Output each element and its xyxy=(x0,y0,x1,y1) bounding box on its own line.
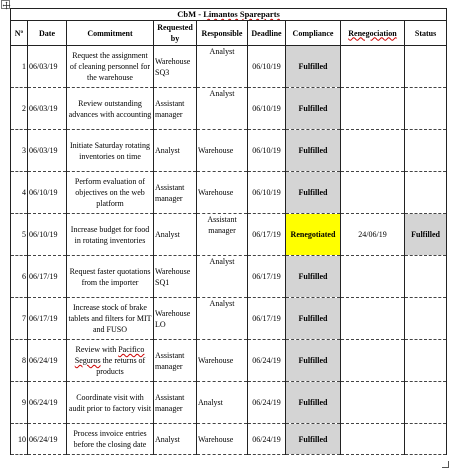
header-requested-by: Requested by xyxy=(154,21,197,46)
cell-commitment[interactable]: Increase stock of brake tablets and filters for MIT and FUSO xyxy=(67,298,154,340)
cell-requested-by[interactable]: Analyst xyxy=(154,214,197,256)
cell-commitment[interactable]: Request the assignment of cleaning personnel for the warehouse xyxy=(67,46,154,88)
cell-renegociation[interactable]: 24/06/19 xyxy=(341,214,405,256)
cell-date[interactable]: 06/24/19 xyxy=(28,382,67,424)
cell-no[interactable]: 7 xyxy=(11,298,28,340)
cell-responsible[interactable]: Analyst xyxy=(197,88,248,130)
header-commitment: Commitment xyxy=(67,21,154,46)
table-resize-handle-icon[interactable] xyxy=(442,461,449,468)
cell-commitment[interactable]: Perform evaluation of objectives on the web platform xyxy=(67,172,154,214)
cell-status[interactable] xyxy=(405,424,447,455)
cell-no[interactable]: 5 xyxy=(11,214,28,256)
cell-commitment[interactable]: Process invoice entries before the closing date xyxy=(67,424,154,455)
cell-status[interactable] xyxy=(405,382,447,424)
table-row xyxy=(11,88,447,130)
cell-compliance[interactable]: Fulfilled xyxy=(286,424,341,455)
table-move-handle-icon[interactable] xyxy=(1,0,10,9)
cell-requested-by[interactable]: Analyst xyxy=(154,130,197,172)
cell-status[interactable] xyxy=(405,46,447,88)
table-row xyxy=(11,130,447,172)
cell-compliance[interactable]: Fulfilled xyxy=(286,298,341,340)
table-row xyxy=(11,298,447,340)
cell-responsible[interactable]: Analyst xyxy=(197,46,248,88)
cell-requested-by[interactable]: Assistant manager xyxy=(154,340,197,382)
header-responsible: Responsible xyxy=(197,21,248,46)
cell-responsible[interactable]: Analyst xyxy=(197,256,248,298)
cell-status[interactable] xyxy=(405,298,447,340)
cell-deadline[interactable]: 06/10/19 xyxy=(248,130,286,172)
cell-responsible[interactable]: Warehouse xyxy=(197,340,248,382)
table-row xyxy=(11,340,447,382)
cell-commitment[interactable]: Increase budget for food in rotating inventories xyxy=(67,214,154,256)
cell-compliance[interactable]: Fulfilled xyxy=(286,340,341,382)
cell-requested-by[interactable]: Assistant manager xyxy=(154,172,197,214)
cell-no[interactable]: 4 xyxy=(11,172,28,214)
cell-commitment[interactable]: Review outstanding advances with accounting xyxy=(67,88,154,130)
cell-compliance[interactable]: Fulfilled xyxy=(286,382,341,424)
cell-deadline[interactable]: 06/17/19 xyxy=(248,214,286,256)
cell-renegociation[interactable] xyxy=(341,46,405,88)
cell-status[interactable] xyxy=(405,88,447,130)
cell-no[interactable]: 9 xyxy=(11,382,28,424)
table-title-company: Limantos Spareparts xyxy=(203,9,280,19)
cell-deadline[interactable]: 06/10/19 xyxy=(248,88,286,130)
cell-date[interactable]: 06/17/19 xyxy=(28,256,67,298)
cell-no[interactable]: 1 xyxy=(11,46,28,88)
cell-status[interactable] xyxy=(405,130,447,172)
cell-responsible[interactable]: Warehouse xyxy=(197,172,248,214)
cell-compliance[interactable]: Fulfilled xyxy=(286,88,341,130)
cell-renegociation[interactable] xyxy=(341,424,405,455)
cell-responsible[interactable]: Analyst xyxy=(197,298,248,340)
table-row xyxy=(11,256,447,298)
cell-status[interactable] xyxy=(405,340,447,382)
cell-renegociation[interactable] xyxy=(341,298,405,340)
cell-requested-by[interactable]: Warehouse SQ3 xyxy=(154,46,197,88)
header-deadline: Deadline xyxy=(248,21,286,46)
table-title: CbM - Limantos Spareparts xyxy=(11,9,447,21)
table-row xyxy=(11,46,447,88)
cell-date[interactable]: 06/10/19 xyxy=(28,172,67,214)
cell-responsible[interactable]: Analyst xyxy=(197,382,248,424)
cell-status[interactable] xyxy=(405,256,447,298)
cell-no[interactable]: 10 xyxy=(11,424,28,455)
cell-no[interactable]: 8 xyxy=(11,340,28,382)
cell-renegociation[interactable] xyxy=(341,130,405,172)
commitments-body xyxy=(11,46,447,455)
cell-date[interactable]: 06/03/19 xyxy=(28,46,67,88)
cell-compliance[interactable]: Fulfilled xyxy=(286,130,341,172)
cell-compliance-renegotiated[interactable]: Renegotiated xyxy=(286,214,341,256)
cell-commitment[interactable] xyxy=(67,340,154,382)
cell-date[interactable]: 06/03/19 xyxy=(28,88,67,130)
cell-deadline[interactable]: 06/10/19 xyxy=(248,46,286,88)
cell-status[interactable]: Fulfilled xyxy=(405,214,447,256)
cell-commitment[interactable]: Request faster quotations from the importer xyxy=(67,256,154,298)
cell-renegociation[interactable] xyxy=(341,256,405,298)
cell-deadline[interactable]: 06/24/19 xyxy=(248,340,286,382)
cell-date[interactable]: 06/24/19 xyxy=(28,340,67,382)
header-compliance: Compliance xyxy=(286,21,341,46)
cell-deadline[interactable]: 06/24/19 xyxy=(248,424,286,455)
cell-compliance[interactable]: Fulfilled xyxy=(286,172,341,214)
commitment-text-start: Review with xyxy=(75,345,119,354)
cell-requested-by[interactable]: Assistant manager xyxy=(154,382,197,424)
cell-no[interactable]: 6 xyxy=(11,256,28,298)
cell-deadline[interactable]: 06/10/19 xyxy=(248,172,286,214)
table-row xyxy=(11,382,447,424)
cell-no[interactable]: 3 xyxy=(11,130,28,172)
table-row xyxy=(11,214,447,256)
header-no: Nº xyxy=(11,21,28,46)
cell-requested-by[interactable]: Warehouse LO xyxy=(154,298,197,340)
cell-commitment[interactable]: Initiate Saturday rotating inventories on time xyxy=(67,130,154,172)
header-renegociation: Renegociation xyxy=(341,21,405,46)
cell-date[interactable]: 06/17/19 xyxy=(28,298,67,340)
cell-responsible[interactable]: Warehouse xyxy=(197,424,248,455)
table-row xyxy=(11,424,447,455)
commitment-text-company: Pacifico Seguros xyxy=(74,345,145,365)
header-status: Status xyxy=(405,21,447,46)
cell-responsible[interactable]: Assistant manager xyxy=(197,214,248,256)
cell-deadline[interactable]: 06/17/19 xyxy=(248,256,286,298)
cell-requested-by[interactable]: Assistant manager xyxy=(154,88,197,130)
commitment-text-end: the returns of products xyxy=(96,356,146,376)
commitments-table xyxy=(10,8,447,455)
cell-compliance[interactable]: Fulfilled xyxy=(286,256,341,298)
cell-renegociation[interactable] xyxy=(341,172,405,214)
cell-commitment[interactable]: Coordinate visit with audit prior to factory visit xyxy=(67,382,154,424)
cell-status[interactable] xyxy=(405,172,447,214)
cell-date[interactable]: 06/10/19 xyxy=(28,214,67,256)
cell-date[interactable]: 06/03/19 xyxy=(28,130,67,172)
cell-date[interactable]: 06/24/19 xyxy=(28,424,67,455)
table-row xyxy=(11,172,447,214)
cell-renegociation[interactable] xyxy=(341,340,405,382)
cell-renegociation[interactable] xyxy=(341,88,405,130)
cell-requested-by[interactable]: Warehouse SQ1 xyxy=(154,256,197,298)
cell-renegociation[interactable] xyxy=(341,382,405,424)
cell-deadline[interactable]: 06/24/19 xyxy=(248,382,286,424)
cell-compliance[interactable]: Fulfilled xyxy=(286,46,341,88)
cell-no[interactable]: 2 xyxy=(11,88,28,130)
cell-deadline[interactable]: 06/17/19 xyxy=(248,298,286,340)
cell-responsible[interactable]: Warehouse xyxy=(197,130,248,172)
cell-requested-by[interactable]: Analyst xyxy=(154,424,197,455)
header-date: Date xyxy=(28,21,67,46)
